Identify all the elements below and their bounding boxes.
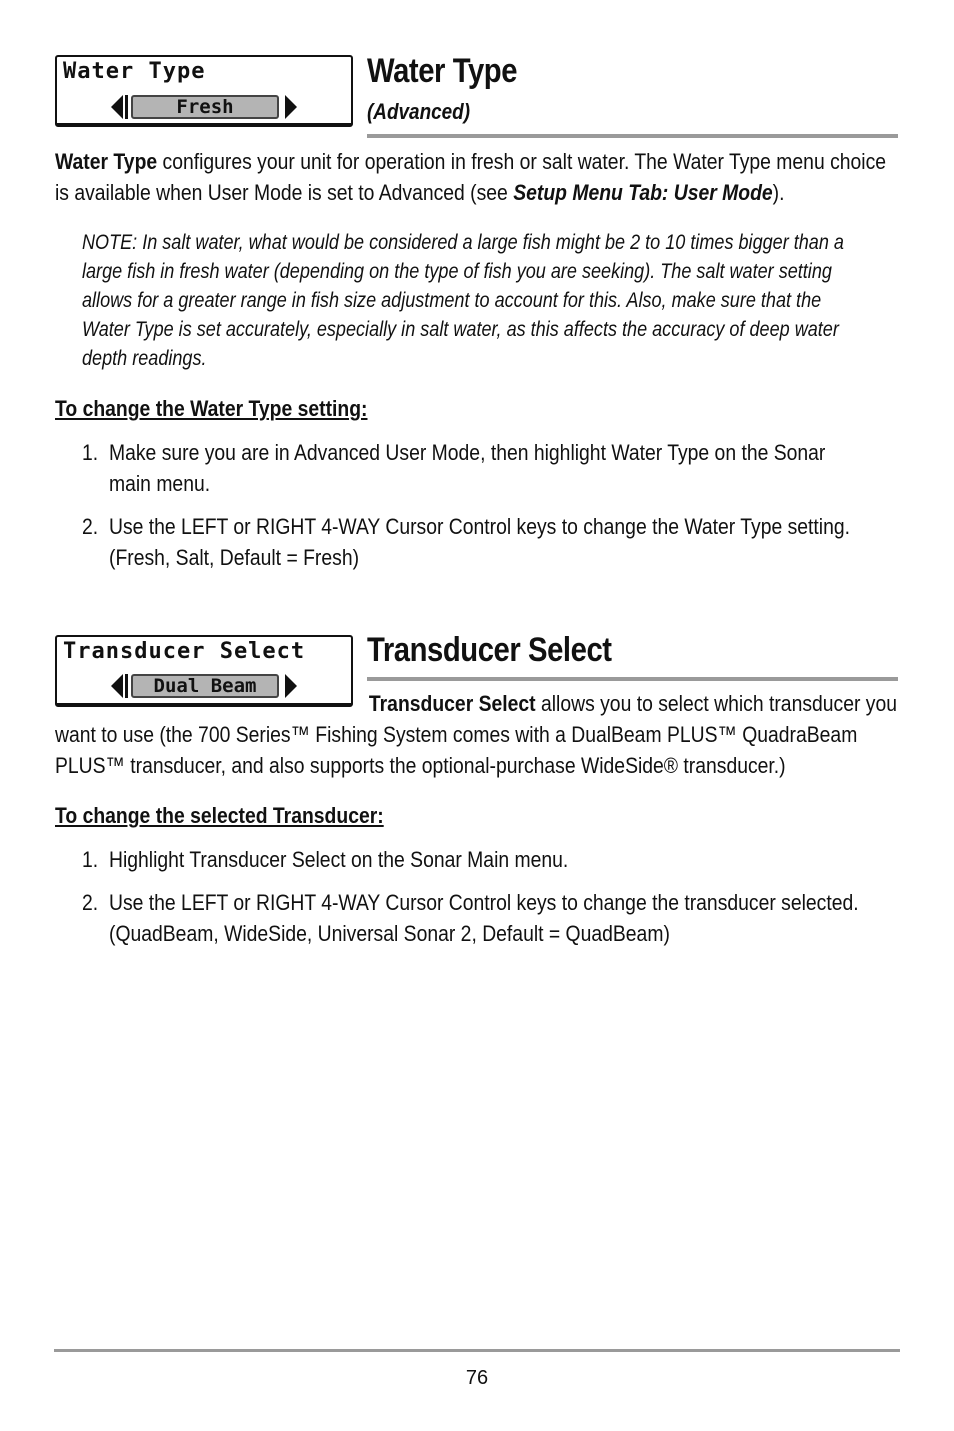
- water-type-procedure-heading: To change the Water Type setting:: [55, 396, 368, 421]
- transducer-select-intro-line-1: Transducer Select allows you to select which transducer you: [368, 691, 897, 716]
- water-type-intro-line-2: is available when User Mode is set to Advanced (see Setup Menu Tab: User Mode).: [55, 180, 785, 205]
- note-line: depth readings.: [82, 347, 207, 370]
- note-line: allows for a greater range in fish size adjustment to account for this. Also, make sure that the: [82, 289, 822, 312]
- water-type-step-1-number: 1.: [82, 440, 99, 465]
- transducer-select-menu-value: Dual Beam: [131, 674, 279, 698]
- note-line: Water Type is set accurately, especially in salt water, as this affects the accuracy of deep water: [82, 318, 839, 341]
- transducer-select-procedure-heading: To change the selected Transducer:: [55, 803, 384, 828]
- water-type-subtitle: (Advanced): [367, 99, 471, 124]
- arrow-left-icon: [111, 95, 123, 119]
- note-line: large fish in fresh water (depending on the type of fish you are seeking). The salt water setting: [82, 260, 832, 283]
- transducer-select-step-1-number: 1.: [82, 847, 99, 872]
- transducer-select-title-rule: [367, 677, 898, 681]
- note-line: NOTE: In salt water, what would be considered a large fish might be 2 to 10 times bigger than a: [82, 231, 844, 254]
- transducer-select-menu-label: Transducer Select: [63, 639, 306, 664]
- divider-bar: [125, 95, 128, 119]
- transducer-select-intro-line-2: want to use (the 700 Series™ Fishing System comes with a DualBeam PLUS™ QuadraBeam: [55, 722, 858, 747]
- water-type-step-2-text: Use the LEFT or RIGHT 4-WAY Cursor Control keys to change the Water Type setting. (Fresh, Salt, Default = Fresh): [109, 514, 850, 570]
- transducer-select-step-1-text: Highlight Transducer Select on the Sonar Main menu.: [109, 847, 569, 872]
- transducer-select-step-2-number: 2.: [82, 890, 99, 915]
- setup-menu-reference: Setup Menu Tab: User Mode: [513, 180, 773, 205]
- water-type-menu-value: Fresh: [131, 95, 279, 119]
- water-type-step-2-number: 2.: [82, 514, 99, 539]
- transducer-select-term: Transducer Select: [368, 691, 536, 716]
- water-type-title-rule: [367, 134, 898, 138]
- water-type-note: [82, 228, 844, 373]
- arrow-right-icon: [285, 95, 297, 119]
- transducer-select-step-2-text: Use the LEFT or RIGHT 4-WAY Cursor Control keys to change the transducer selected. (QuadBeam, WideSide, Universal Sonar 2, Default = QuadBeam): [109, 890, 859, 946]
- water-type-menu-label: Water Type: [63, 59, 206, 84]
- water-type-step-1-text: Make sure you are in Advanced User Mode, then highlight Water Type on the Sonar main menu.: [109, 440, 826, 496]
- page-number: 76: [465, 1367, 489, 1389]
- transducer-select-intro-line-3: PLUS™ transducer, and also supports the optional-purchase WideSide® transducer.): [55, 753, 786, 778]
- water-type-menu-widget: [55, 55, 353, 127]
- water-type-intro-line-1: Water Type configures your unit for operation in fresh or salt water. The Water Type menu choice: [55, 149, 887, 174]
- footer-rule: [54, 1349, 900, 1352]
- water-type-term: Water Type: [55, 149, 158, 174]
- transducer-select-intro: [55, 688, 897, 781]
- water-type-title: Water Type: [367, 52, 518, 90]
- water-type-intro: [55, 146, 886, 208]
- transducer-select-title: Transducer Select: [367, 631, 612, 669]
